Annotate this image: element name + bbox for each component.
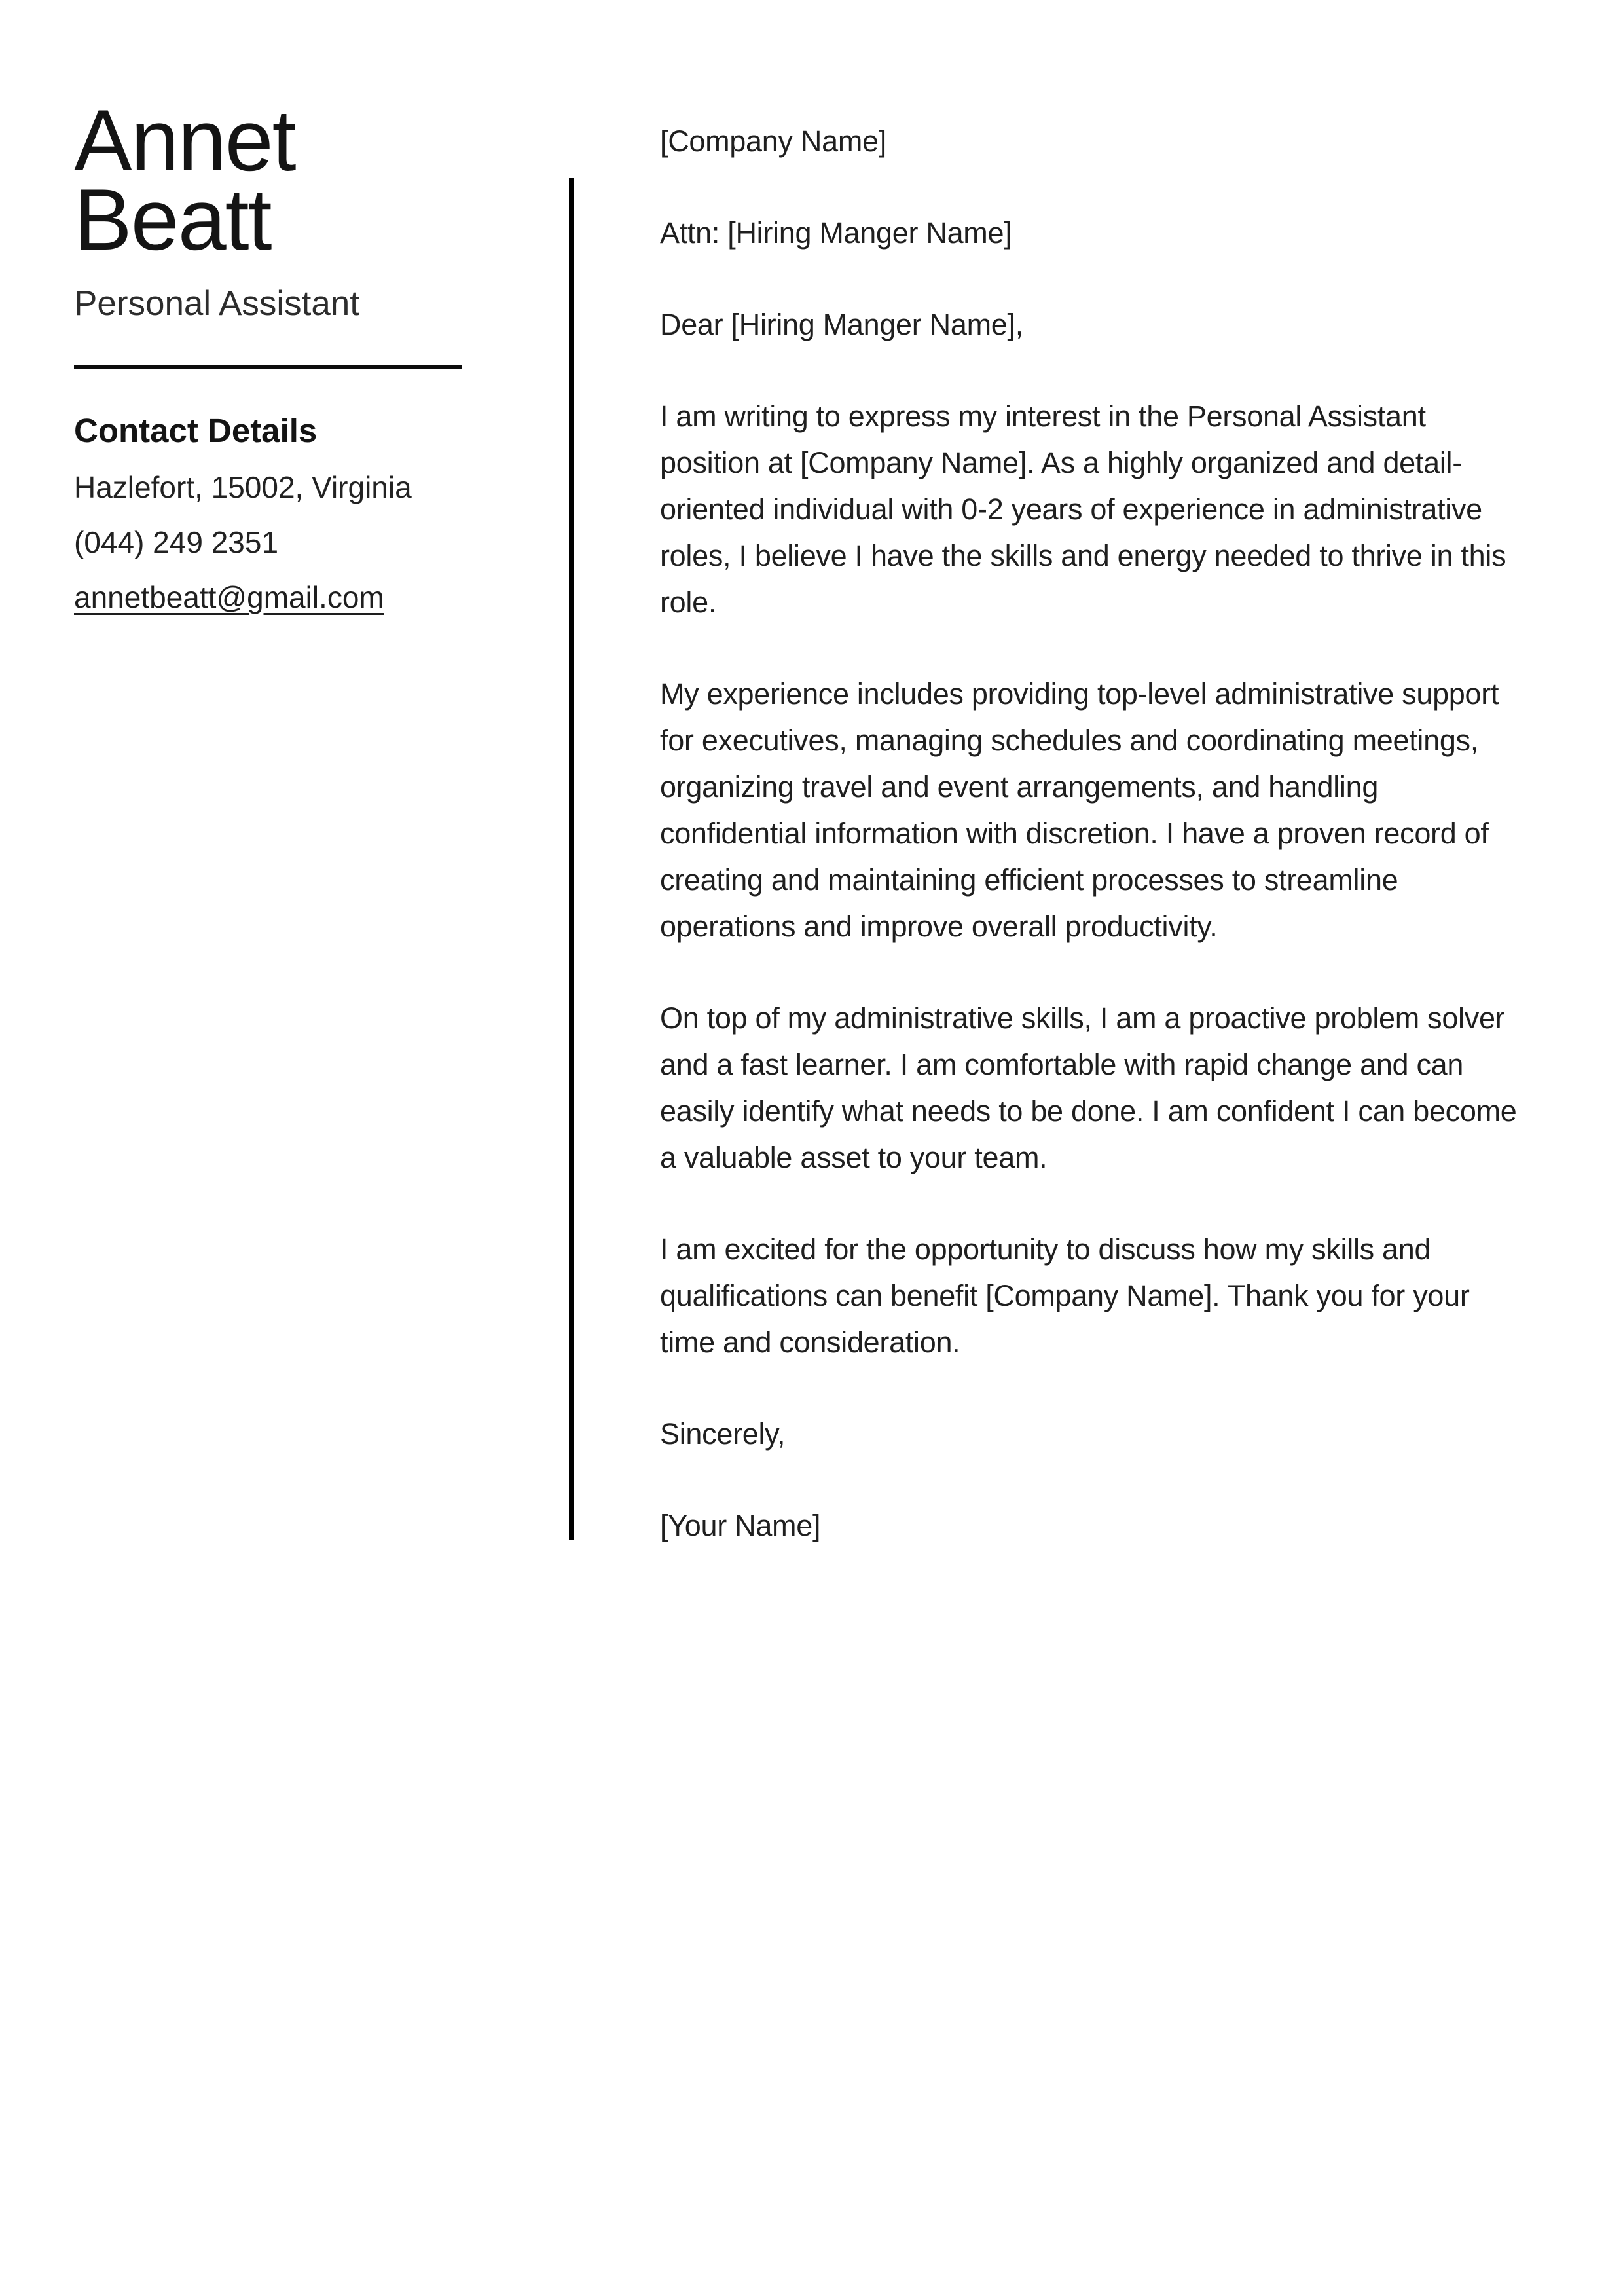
letter-signature-placeholder: [Your Name] (660, 1509, 821, 1542)
contact-phone: (044) 249 2351 (74, 525, 279, 559)
sidebar-horizontal-rule (74, 365, 462, 369)
letter-paragraph: On top of my administrative skills, I am a proactive problem solver and a fast learner. I am comfortable with rapid change and can easily identify what needs to be done. I am confident I can become a valuable asset to your team. (660, 1001, 1517, 1174)
letter-body (660, 118, 1527, 1594)
letter-closing: Sincerely, (660, 1417, 786, 1451)
letter-salutation: Dear [Hiring Manger Name], (660, 308, 1023, 341)
contact-email-link[interactable]: annetbeatt@gmail.com (74, 580, 384, 614)
candidate-name (74, 92, 509, 268)
column-divider-rule (569, 178, 574, 1540)
contact-details-heading: Contact Details (74, 412, 318, 449)
contact-location: Hazlefort, 15002, Virginia (74, 470, 412, 504)
letter-attn-line: Attn: [Hiring Manger Name] (660, 216, 1012, 250)
job-title: Personal Assistant (74, 284, 360, 323)
letter-paragraph: I am excited for the opportunity to discuss how my skills and qualifications can benefit [Company Name]. Thank you for your time and consideration. (660, 1232, 1470, 1359)
candidate-last-name: Beatt (74, 172, 271, 268)
candidate-first-name: Annet (74, 92, 295, 189)
letter-paragraph: I am writing to express my interest in the Personal Assistant position at [Company Name]. As a highly organized and detail-oriented individual with 0-2 years of experience in administrative roles, I believe I have the skills and energy needed to thrive in this role. (660, 399, 1506, 619)
letter-recipient-company: [Company Name] (660, 124, 886, 158)
letter-paragraph: My experience includes providing top-level administrative support for executives, managing schedules and coordinating meetings, organizing travel and event arrangements, and handling confidential information with discretion. I have a proven record of creating and maintaining efficient processes to streamline operations and improve overall productivity. (660, 677, 1499, 943)
identity-sidebar (74, 92, 509, 616)
